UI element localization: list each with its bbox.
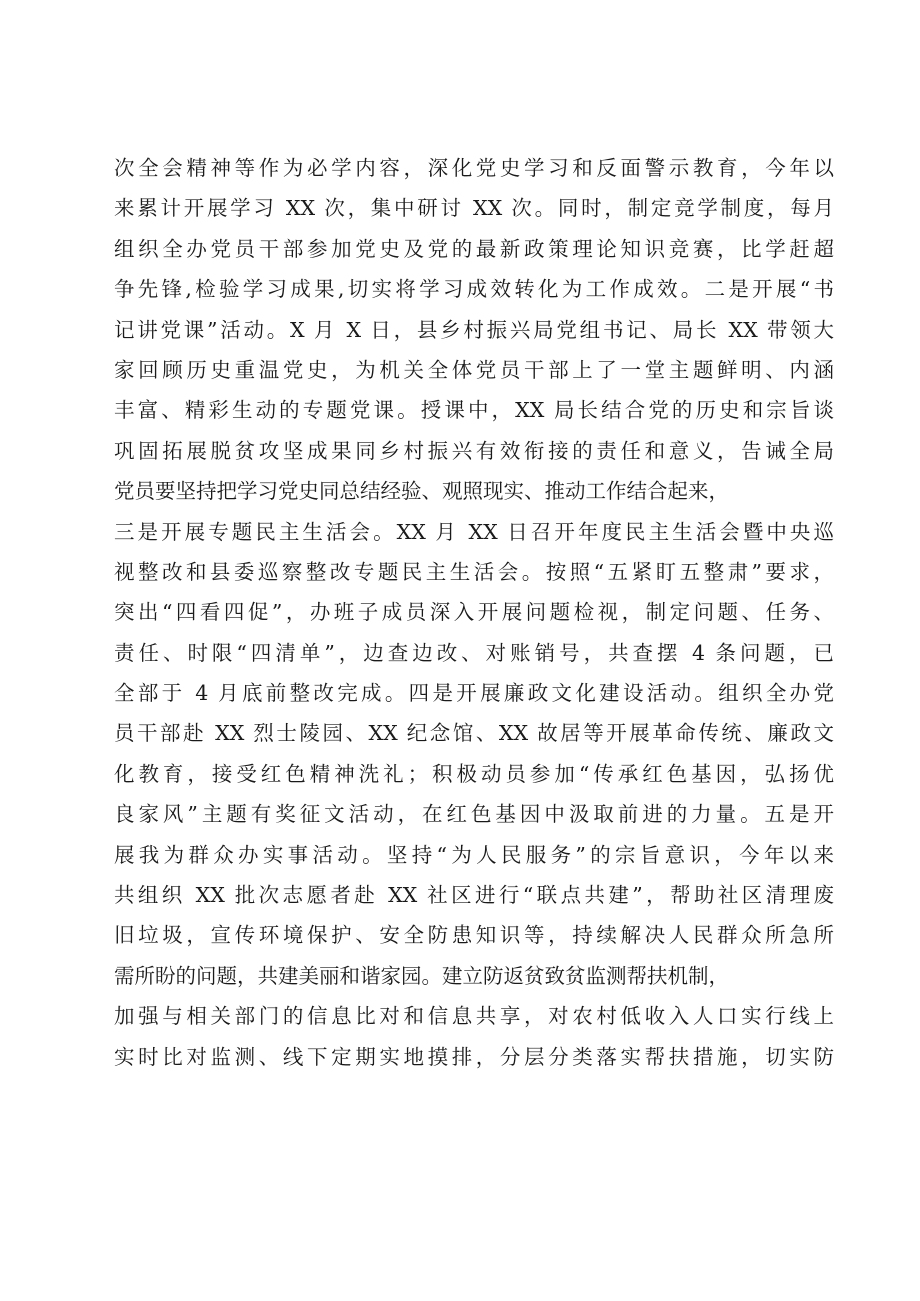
text-line-14: 全部于 4 月底前整改完成。四是开展廉政文化建设活动。组织全办党 [114, 681, 834, 706]
text-line-11: 视整改和县委巡察整改专题民主生活会。按照“五紧盯五整肃”要求， [114, 559, 834, 584]
text-line-21: 需所盼的问题，共建美丽和谐家园。建立防返贫致贫监测帮扶机制， [114, 963, 729, 988]
text-line-4: 争先锋,检验学习成果,切实将学习成效转化为工作成效。二是开展“书 [114, 277, 834, 302]
text-line-10: 三是开展专题民主生活会。XX 月 XX 日召开年度民主生活会暨中央巡 [114, 519, 834, 544]
text-line-17: 良家风”主题有奖征文活动，在红色基因中汲取前进的力量。五是开 [114, 802, 834, 827]
text-line-20: 旧垃圾，宣传环境保护、安全防患知识等，持续解决人民群众所急所 [114, 923, 834, 948]
body-paragraph [114, 148, 834, 1077]
text-line-19: 共组织 XX 批次志愿者赴 XX 社区进行“联点共建”，帮助社区清理废 [114, 883, 834, 908]
text-line-5: 记讲党课”活动。X 月 X 日，县乡村振兴局党组书记、局长 XX 带领大 [114, 317, 834, 342]
text-line-15: 员干部赴 XX 烈士陵园、XX 纪念馆、XX 故居等开展革命传统、廉政文 [114, 721, 834, 746]
text-line-6: 家回顾历史重温党史，为机关全体党员干部上了一堂主题鲜明、内涵 [114, 357, 834, 382]
text-line-22: 加强与相关部门的信息比对和信息共享，对农村低收入人口实行线上 [114, 1004, 834, 1029]
text-line-7: 丰富、精彩生动的专题党课。授课中，XX 局长结合党的历史和宗旨谈 [114, 398, 834, 423]
text-line-18: 展我为群众办实事活动。坚持“为人民服务”的宗旨意识，今年以来 [114, 842, 834, 867]
text-line-13: 责任、时限“四清单”，边查边改、对账销号，共查摆 4 条问题，已 [114, 640, 834, 665]
text-line-23: 实时比对监测、线下定期实地摸排，分层分类落实帮扶措施，切实防 [114, 1044, 834, 1069]
text-line-12: 突出“四看四促”，办班子成员深入开展问题检视，制定问题、任务、 [114, 600, 834, 625]
text-line-2: 来累计开展学习 XX 次，集中研讨 XX 次。同时，制定竞学制度，每月 [114, 196, 834, 221]
text-line-9: 党员要坚持把学习党史同总结经验、观照现实、推动工作结合起来， [114, 479, 729, 504]
text-line-8: 巩固拓展脱贫攻坚成果同乡村振兴有效衔接的责任和意义，告诫全局 [114, 438, 834, 463]
text-line-16: 化教育，接受红色精神洗礼；积极动员参加“传承红色基因，弘扬优 [114, 761, 834, 786]
text-line-1: 次全会精神等作为必学内容，深化党史学习和反面警示教育，今年以 [114, 156, 834, 180]
text-line-3: 组织全办党员干部参加党史及党的最新政策理论知识竞赛，比学赶超 [114, 236, 834, 261]
